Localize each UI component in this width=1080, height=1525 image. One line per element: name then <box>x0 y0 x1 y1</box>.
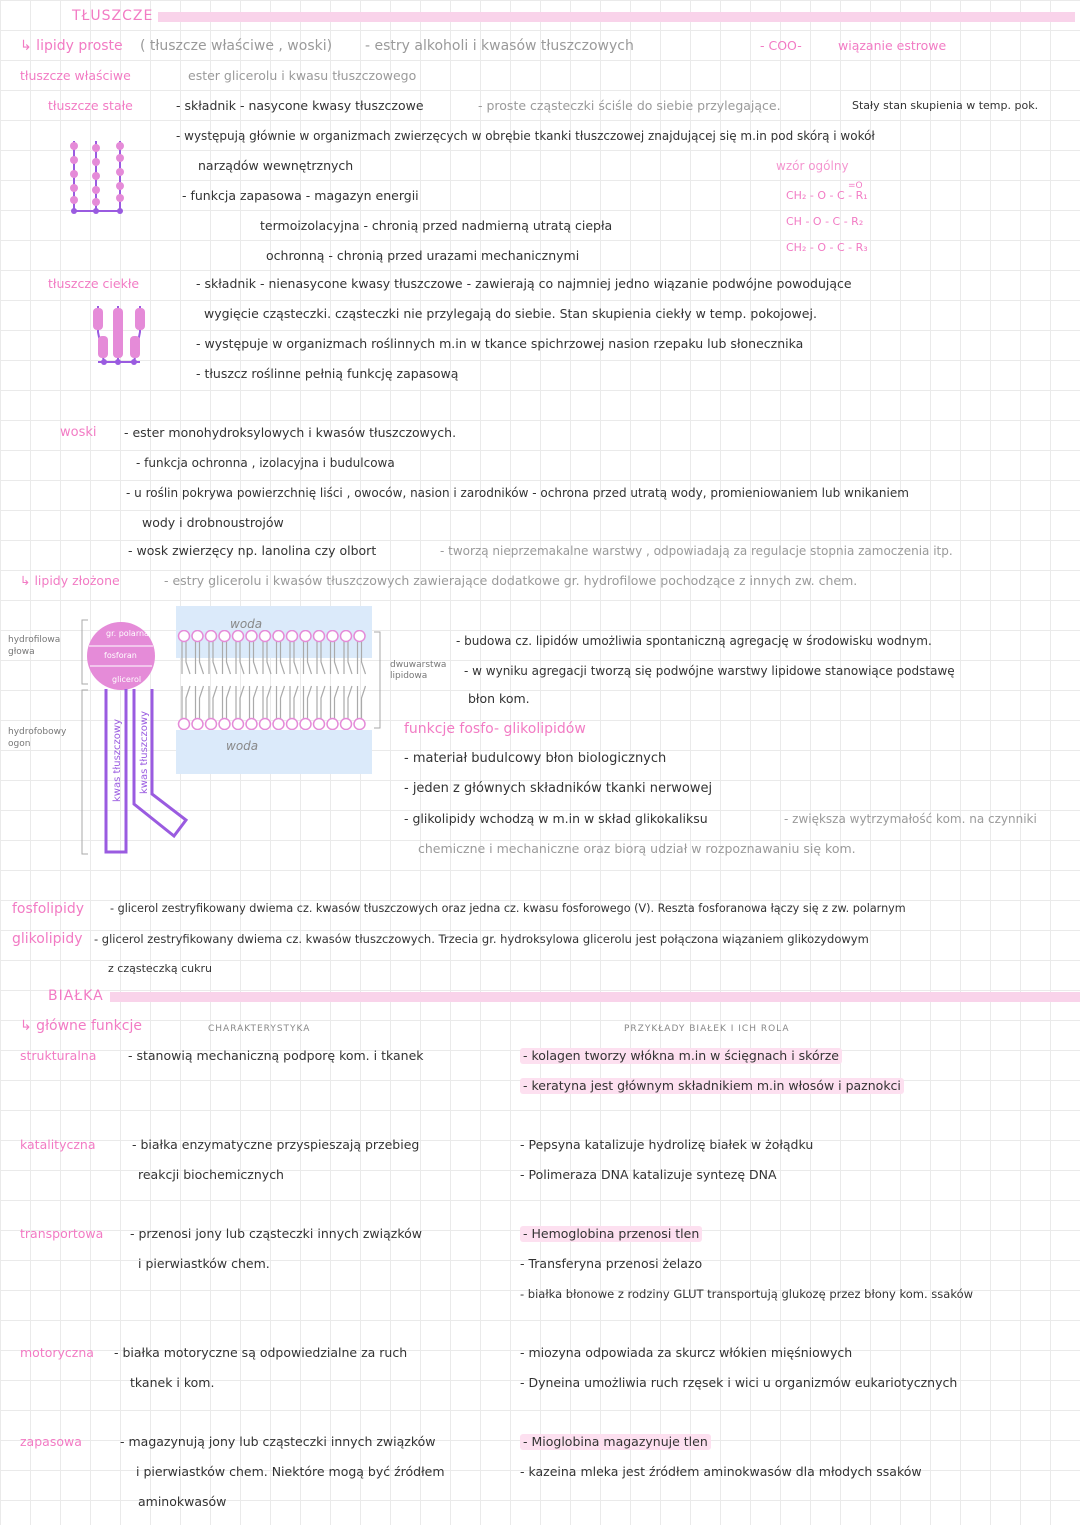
woski-line5: - wosk zwierzęcy np. lanolina czy olbort <box>128 543 377 558</box>
formula-r3: CH₂ - O - C - R₃ <box>786 241 868 254</box>
kwas-tluszczowy-2: kwas tłuszczowy <box>139 710 150 794</box>
lipidy-zlozone-label: ↳ lipidy złożone <box>20 573 120 588</box>
lipid-head <box>327 631 338 642</box>
coo-group: - COO- <box>760 38 802 53</box>
lipid-head <box>341 631 352 642</box>
tluszcze-stale-label: tłuszcze stałe <box>48 98 133 113</box>
lipid-head <box>179 631 190 642</box>
glikolipidy-text2: z cząsteczką cukru <box>108 962 212 975</box>
row-ex-strukturalna-2: - keratyna jest głównym składnikiem m.in włosów i paznokci <box>520 1078 904 1094</box>
lipid-head <box>273 631 284 642</box>
row-name-transportowa: transportowa <box>20 1226 104 1241</box>
funkcje-line4: chemiczne i mechaniczne oraz biorą udział w rozpoznawaniu się kom. <box>418 841 856 856</box>
tluszcze-ciekle-label: tłuszcze ciekłe <box>48 276 140 291</box>
fosfolipidy-label: fosfolipidy <box>12 901 85 917</box>
row-ex-transportowa-1: - Hemoglobina przenosi tlen <box>520 1226 702 1242</box>
row-ex-katalityczna-1: - Pepsyna katalizuje hydrolizę białek w żołądku <box>520 1137 814 1152</box>
lipidy-zlozone-text: - estry glicerolu i kwasów tłuszczowych zawierające dodatkowe gr. hydrofilowe pochodzące z innych zw. chem. <box>164 573 858 588</box>
row-name-zapasowa: zapasowa <box>20 1434 82 1449</box>
fosfolipidy-text: - glicerol zestryfikowany dwiema cz. kwasów tłuszczowych oraz jedna cz. kwasu fosforowego (V). Reszta fosforanowa łączy się z zw. polarnym <box>110 902 906 915</box>
lipid-head <box>341 719 352 730</box>
row-ex-zapasowa-1: - Mioglobina magazynuje tlen <box>520 1434 711 1450</box>
lipid-head <box>206 631 217 642</box>
row-char-katalityczna-2: reakcji biochemicznych <box>138 1167 284 1182</box>
row-char-motoryczna-2: tkanek i kom. <box>130 1375 215 1390</box>
lipid-head <box>314 631 325 642</box>
row-char-katalityczna-1: - białka enzymatyczne przyspieszają przebieg <box>132 1137 420 1152</box>
section-title-bialka: BIAŁKA <box>48 988 104 1004</box>
row-char-strukturalna-1: - stanowią mechaniczną podporę kom. i tkanek <box>128 1048 424 1063</box>
kwas-tluszczowy-1: kwas tłuszczowy <box>112 718 123 802</box>
ciekle-line4: - tłuszcz roślinne pełnią funkcję zapasową <box>196 366 459 381</box>
formula-r1: CH₂ - O - C - R₁ <box>786 189 868 202</box>
bilayer-bracket <box>372 630 384 730</box>
row-char-zapasowa-1: - magazynują jony lub cząsteczki innych związków <box>120 1434 436 1449</box>
stale-line6: ochronną - chronią przed urazami mechanicznymi <box>266 248 580 263</box>
dwuwarstwa-label: dwuwarstwa lipidowa <box>390 660 447 681</box>
lipid-head <box>354 719 365 730</box>
lipidy-proste-paren: ( tłuszcze właściwe , woski) <box>140 38 333 54</box>
row-ex-motoryczna-2: - Dyneina umożliwia ruch rzęsek i wici u organizmów eukariotycznych <box>520 1375 958 1390</box>
header-bar <box>158 12 1075 22</box>
row-ex-katalityczna-2: - Polimeraza DNA katalizuje syntezę DNA <box>520 1167 777 1182</box>
lipidy-proste-def: - estry alkoholi i kwasów tłuszczowych <box>365 38 634 54</box>
woda-top-label: woda <box>230 617 263 631</box>
woski-line2: - funkcja ochronna , izolacyjna i budulcowa <box>136 456 395 470</box>
tluszcze-wlasciwe-label: tłuszcze właściwe <box>20 68 131 83</box>
stale-line1c: Stały stan skupienia w temp. pok. <box>852 99 1039 112</box>
funkcje-line1: - materiał budulcowy błon biologicznych <box>404 751 667 766</box>
funkcje-title: funkcje fosfo- glikolipidów <box>404 721 586 737</box>
stale-line4: - funkcja zapasowa - magazyn energii <box>182 188 419 203</box>
funkcje-line2: - jeden z głównych składników tkanki nerwowej <box>404 781 713 796</box>
lipid-head <box>246 631 257 642</box>
lipid-head <box>219 631 230 642</box>
woski-label: woski <box>60 425 97 440</box>
ciekle-line2: wygięcie cząsteczki. cząsteczki nie przylegają do siebie. Stan skupienia ciekły w temp. pokojowej. <box>204 306 817 321</box>
hydrofobowy-ogon-label: hydrofobowy ogon <box>8 727 67 749</box>
lipid-head <box>219 719 230 730</box>
stale-line2: - występują głównie w organizmach zwierzęcych w obrębie tkanki tłuszczowej znajdującej się m.in pod skórą i wokół <box>176 129 875 143</box>
fosforan-label: fosforan <box>104 651 137 660</box>
formula-r2: CH - O - C - R₂ <box>786 215 864 228</box>
lipid-head <box>273 719 284 730</box>
stale-line3: narządów wewnętrznych <box>198 158 354 173</box>
gr-polarna-label: gr. polarna <box>106 629 149 638</box>
woski-line4: wody i drobnoustrojów <box>142 515 284 530</box>
row-name-strukturalna: strukturalna <box>20 1048 97 1063</box>
lipid-head <box>233 719 244 730</box>
row-char-zapasowa-3: aminokwasów <box>138 1494 227 1509</box>
row-ex-zapasowa-2: - kazeina mleka jest źródłem aminokwasów dla młodych ssaków <box>520 1464 922 1479</box>
lipid-head <box>179 719 190 730</box>
stale-line5: termoizolacyjna - chronią przed nadmierną utratą ciepła <box>260 218 613 233</box>
glowne-funkcje-label: ↳ główne funkcje <box>20 1018 142 1034</box>
lipid-head <box>354 631 365 642</box>
ciekle-line1: - składnik - nienasycone kwasy tłuszczowe - zawierają co najmniej jedno wiązanie podwójne powodujące <box>196 276 852 291</box>
stale-line1: - składnik - nasycone kwasy tłuszczowe <box>176 98 424 113</box>
bilayer-note2: - w wyniku agregacji tworzą się podwójne warstwy lipidowe stanowiące podstawę <box>464 664 955 678</box>
lipid-head <box>233 631 244 642</box>
bilayer-note3: błon kom. <box>468 691 530 706</box>
woda-bottom-label: woda <box>226 739 259 753</box>
unsaturated-fat-icon <box>84 302 154 368</box>
row-ex-transportowa-2: - Transferyna przenosi żelazo <box>520 1256 703 1271</box>
row-name-katalityczna: katalityczna <box>20 1137 96 1152</box>
woski-line5b: - tworzą nieprzemakalne warstwy , odpowiadają za regulacje stopnia zamoczenia itp. <box>440 544 953 558</box>
lipid-bilayer <box>176 630 372 730</box>
row-char-transportowa-2: i pierwiastków chem. <box>138 1256 270 1271</box>
lipid-head <box>260 719 271 730</box>
lipid-head <box>206 719 217 730</box>
lipidy-proste-label: ↳ lipidy proste <box>20 38 123 54</box>
row-ex-motoryczna-1: - miozyna odpowiada za skurcz włókien mięśniowych <box>520 1345 853 1360</box>
lipid-head <box>300 631 311 642</box>
col-header-characteristics: CHARAKTERYSTYKA <box>208 1024 311 1034</box>
col-header-examples: PRZYKŁADY BIAŁEK I ICH ROLA <box>624 1024 790 1034</box>
lipid-head <box>260 631 271 642</box>
lipid-head <box>287 719 298 730</box>
lipid-head <box>327 719 338 730</box>
glicerol-label: glicerol <box>112 675 142 684</box>
bilayer-note1: - budowa cz. lipidów umożliwia spontaniczną agregację w środowisku wodnym. <box>456 634 932 648</box>
row-char-transportowa-1: - przenosi jony lub cząsteczki innych związków <box>130 1226 422 1241</box>
formula-o: =O <box>848 181 863 191</box>
formula-label: wzór ogólny <box>776 159 849 173</box>
section-title-tluszcze: TŁUSZCZE <box>72 8 154 24</box>
ciekle-line3: - występuje w organizmach roślinnych m.in w tkance spichrzowej nasion rzepaku lub słonecznika <box>196 336 804 351</box>
lipid-head <box>314 719 325 730</box>
lipid-head <box>287 631 298 642</box>
row-char-zapasowa-2: i pierwiastków chem. Niektóre mogą być źródłem <box>136 1464 445 1479</box>
lipid-head <box>192 631 203 642</box>
glikolipidy-text: - glicerol zestryfikowany dwiema cz. kwasów tłuszczowych. Trzecia gr. hydroksylowa glicerolu jest połączona wiązaniem glikozydowym <box>94 932 869 946</box>
stale-line1b: - proste cząsteczki ściśle do siebie przylegające. <box>478 98 781 113</box>
row-char-motoryczna-1: - białka motoryczne są odpowiedzialne za ruch <box>114 1345 408 1360</box>
funkcje-line3: - glikolipidy wchodzą w m.in w skład glikokaliksu <box>404 811 708 826</box>
tluszcze-wlasciwe-text: ester glicerolu i kwasu tłuszczowego <box>188 68 417 83</box>
glikolipidy-label: glikolipidy <box>12 931 83 947</box>
bialka-bar <box>110 992 1080 1002</box>
lipid-head <box>246 719 257 730</box>
lipid-head <box>192 719 203 730</box>
hydrofilowa-glowa-label: hydrofilowa głowa <box>8 635 61 657</box>
woski-line1: - ester monohydroksylowych i kwasów tłuszczowych. <box>124 425 457 440</box>
lipid-head <box>300 719 311 730</box>
funkcje-line3b: - zwiększa wytrzymałość kom. na czynniki <box>784 812 1037 826</box>
row-name-motoryczna: motoryczna <box>20 1345 94 1360</box>
ester-bond: wiązanie estrowe <box>838 38 947 53</box>
water-bottom <box>176 730 372 774</box>
row-ex-strukturalna-1: - kolagen tworzy włókna m.in w ścięgnach i skórze <box>520 1048 842 1064</box>
row-ex-transportowa-3: - białka błonowe z rodziny GLUT transportują glukozę przez błony kom. ssaków <box>520 1287 974 1301</box>
saturated-fat-icon <box>62 136 132 218</box>
woski-line3: - u roślin pokrywa powierzchnię liści , owoców, nasion i zarodników - ochrona przed utratą wody, promieniowaniem lub wnikaniem <box>126 486 909 500</box>
